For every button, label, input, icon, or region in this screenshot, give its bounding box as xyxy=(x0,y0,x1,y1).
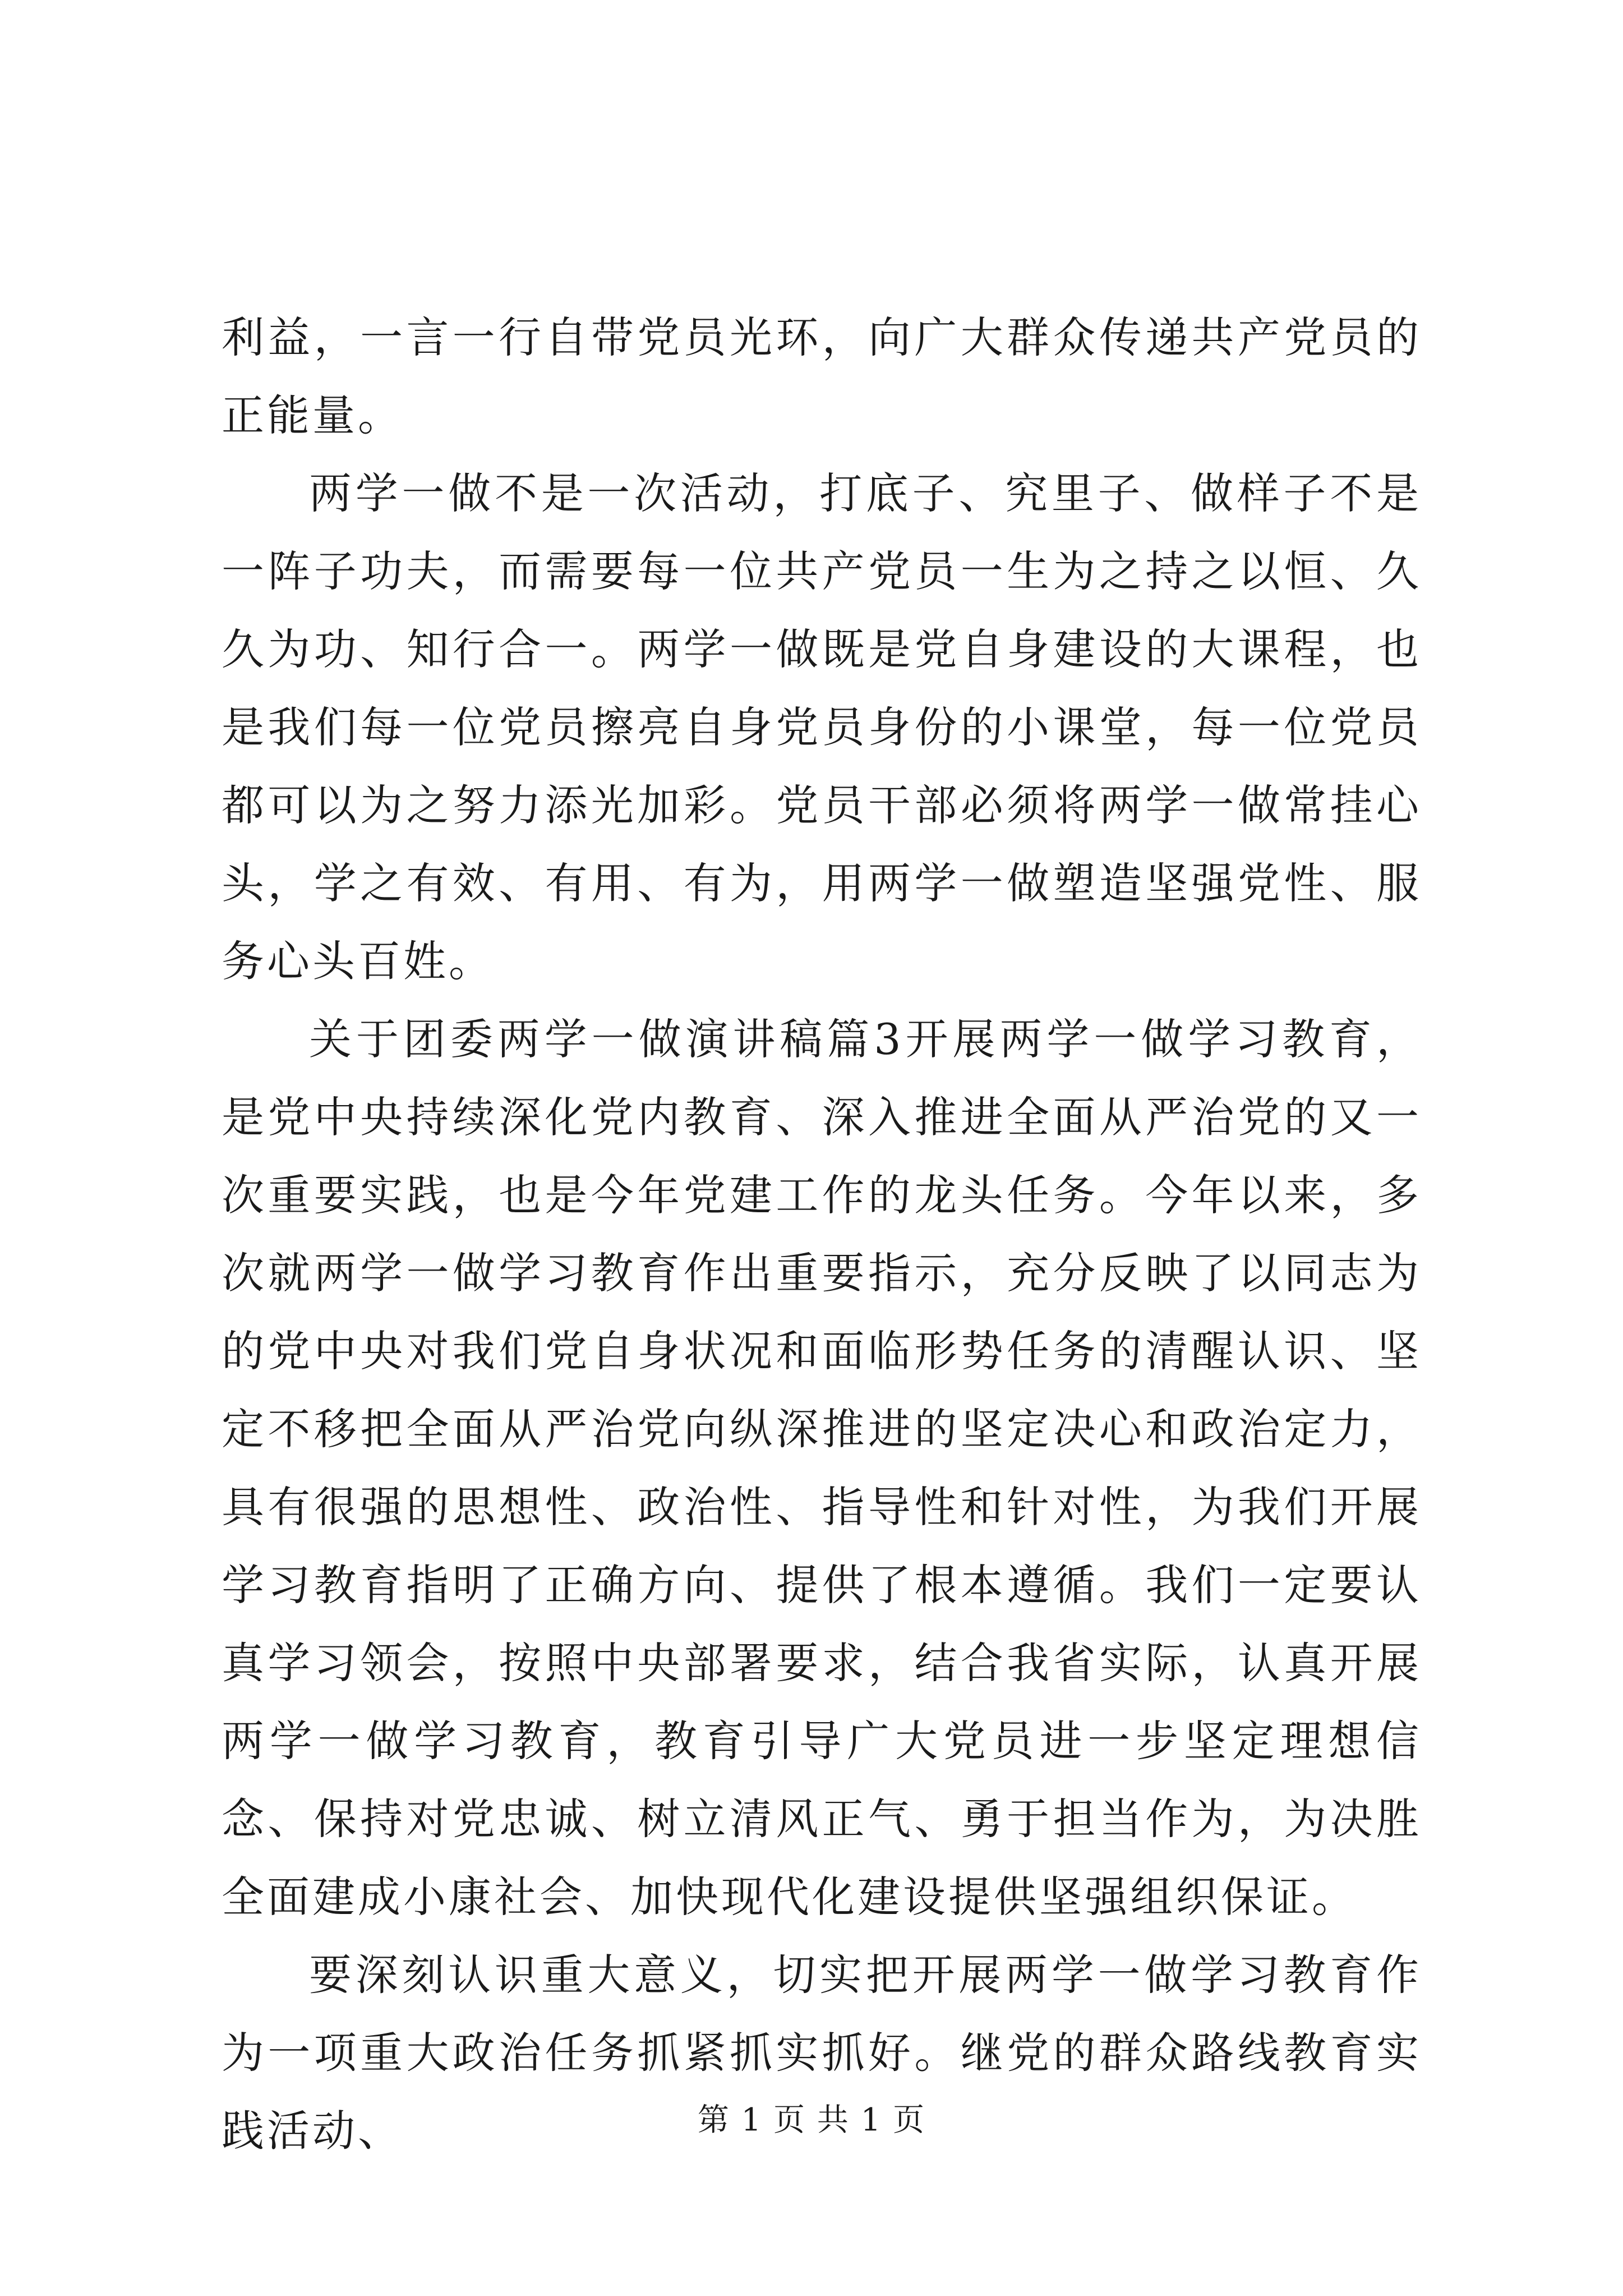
paragraph-3: 关于团委两学一做演讲稿篇3开展两学一做学习教育，是党中央持续深化党内教育、深入推进全面从严治党的又一次重要实践，也是今年党建工作的龙头任务。今年以来，多次就两学一做学习教育作出重要指示，充分反映了以同志为的党中央对我们党自身状况和面临形势任务的清醒认识、坚定不移把全面从严治党向纵深推进的坚定决心和政治定力，具有很强的思想性、政治性、指导性和针对性，为我们开展学习教育指明了正确方向、提供了根本遵循。我们一定要认真学习领会，按照中央部署要求，结合我省实际，认真开展两学一做学习教育，教育引导广大党员进一步坚定理想信念、保持对党忠诚、树立清风正气、勇于担当作为，为决胜全面建成小康社会、加快现代化建设提供坚强组织保证。 xyxy=(222,1014,1422,1922)
paragraph-4: 要深刻认识重大意义，切实把开展两学一做学习教育作为一项重大政治任务抓紧抓实抓好。继党的群众路线教育实践活动、 xyxy=(222,1950,1422,2156)
paragraph-2: 两学一做不是一次活动，打底子、究里子、做样子不是一阵子功夫，而需要每一位共产党员一生为之持之以恒、久久为功、知行合一。两学一做既是党自身建设的大课程，也是我们每一位党员擦亮自身党员身份的小课堂，每一位党员都可以为之努力添光加彩。党员干部必须将两学一做常挂心头，学之有效、有用、有为，用两学一做塑造坚强党性、服务心头百姓。 xyxy=(222,468,1422,986)
page-footer: 第 1 页 共 1 页 xyxy=(697,2102,926,2138)
paragraph-1: 利益，一言一行自带党员光环，向广大群众传递共产党员的正能量。 xyxy=(222,312,1422,440)
document-body xyxy=(222,298,1422,2170)
